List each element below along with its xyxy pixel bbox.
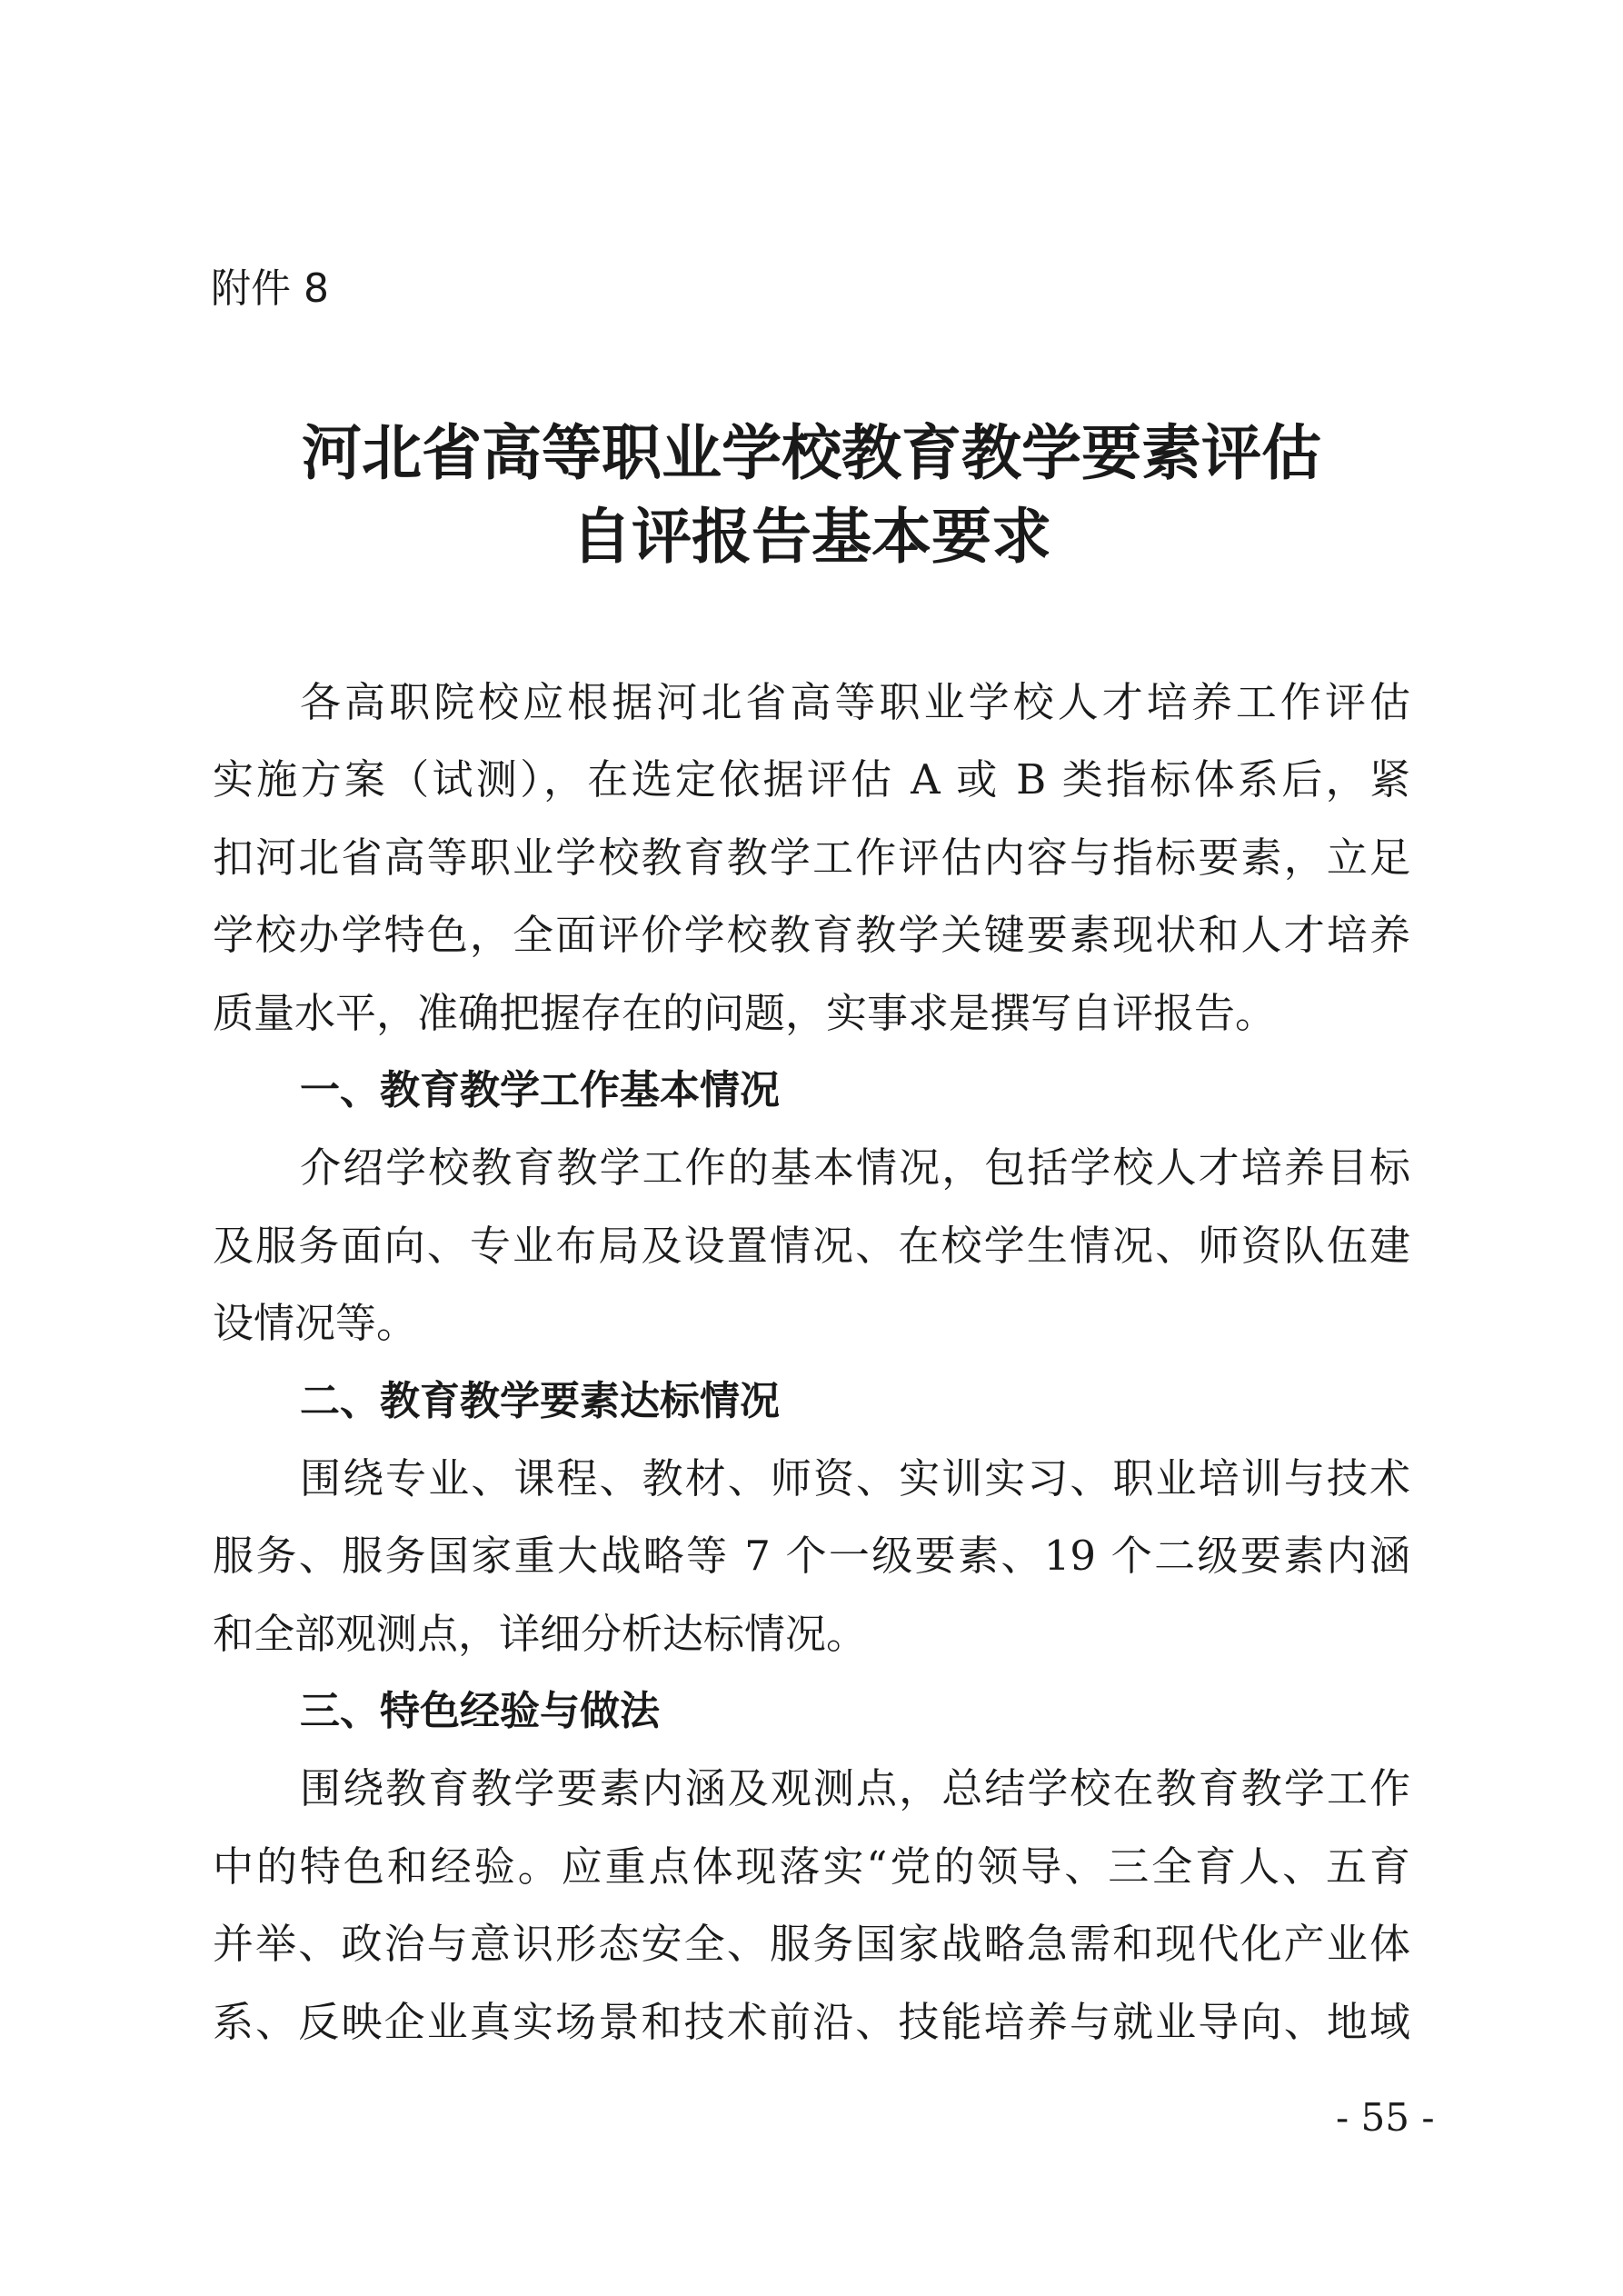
title-line-1: 河北省高等职业学校教育教学要素评估: [302, 417, 1321, 488]
text-line: 设情况等。: [213, 1299, 418, 1348]
text-line: 围绕专业、课程、教材、师资、实训实习、职业培训与技术: [300, 1453, 1410, 1502]
text-line: 实施方案（试测），在选定依据评估 A 或 B 类指标体系后，紧: [213, 755, 1410, 804]
title-line-2: 自评报告基本要求: [572, 501, 1051, 572]
attachment-label: 附件 8: [211, 265, 329, 312]
text-line: 并举、政治与意识形态安全、服务国家战略急需和现代化产业体: [213, 1920, 1410, 1969]
text-line: 学校办学特色，全面评价学校教育教学关键要素现状和人才培养: [213, 911, 1410, 960]
intro-paragraph: [213, 664, 1410, 1052]
text-line: 服务、服务国家重大战略等 7 个一级要素、19 个二级要素内涵: [213, 1532, 1410, 1581]
section-1: [213, 1052, 1410, 1363]
text-line: 质量水平，准确把握存在的问题，实事求是撰写自评报告。: [213, 988, 1277, 1037]
text-line: 和全部观测点，详细分析达标情况。: [213, 1609, 868, 1658]
section-heading: 二、教育教学要素达标情况: [300, 1377, 780, 1424]
text-line: 扣河北省高等职业学校教育教学工作评估内容与指标要素，立足: [213, 833, 1410, 882]
text-line: 及服务面向、专业布局及设置情况、在校学生情况、师资队伍建: [213, 1221, 1410, 1270]
section-heading: 三、特色经验与做法: [300, 1688, 660, 1735]
text-line: 介绍学校教育教学工作的基本情况，包括学校人才培养目标: [300, 1143, 1410, 1193]
document-title: [0, 411, 1623, 578]
text-line: 各高职院校应根据河北省高等职业学校人才培养工作评估: [300, 678, 1410, 726]
section-heading: 一、教育教学工作基本情况: [300, 1066, 780, 1113]
text-line: 系、反映企业真实场景和技术前沿、技能培养与就业导向、地域: [213, 1997, 1410, 2046]
text-line: 围绕教育教学要素内涵及观测点，总结学校在教育教学工作: [300, 1764, 1410, 1813]
document-body: [213, 664, 1410, 2061]
text-line: 中的特色和经验。应重点体现落实“党的领导、三全育人、五育: [213, 1842, 1410, 1891]
page-number: - 55 -: [1336, 2095, 1435, 2140]
section-3: [213, 1672, 1410, 2061]
section-2: [213, 1363, 1410, 1673]
